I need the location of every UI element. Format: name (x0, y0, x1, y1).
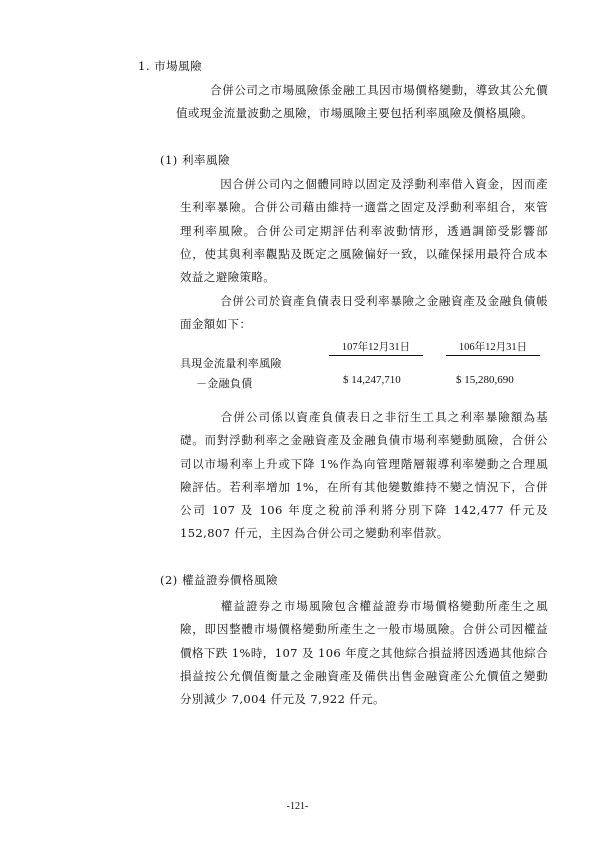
table-row-label: －金融負債 (196, 377, 253, 390)
equity-price-text: 權益證券之市場風險包含權益證券市場價格變動所產生之風險，即因整體市場價格變動所產生之一般市場風險。合併公司因權益價格下跌 1%時，107 及 106 年度之其他綜合損益將因透過其他綜合損益按公允價值衡量之金融資產及備供出售金融資產公允價值之變動分別減少 7,004 仟元及 7,922 仟元。 (180, 599, 548, 707)
intro-paragraph (176, 79, 548, 126)
equity-price-paragraph (180, 595, 548, 711)
sensitivity-paragraph (180, 406, 548, 546)
equity-price-heading: (2) 權益證券價格風險 (160, 573, 278, 587)
page-number: -121- (286, 801, 309, 812)
table-value-2017: $ 15,280,690 (456, 374, 514, 386)
intro-text: 合併公司之市場風險係金融工具因市場價格變動，導致其公允價值或現金流量波動之風險，市場風險主要包括利率風險及價格風險。 (176, 83, 548, 121)
interest-rate-heading: (1) 利率風險 (160, 153, 230, 167)
table-column-2017: 106年12月31日 (446, 339, 540, 356)
interest-rate-paragraph (180, 173, 548, 289)
table-column-2018: 107年12月31日 (329, 339, 423, 356)
table-intro-paragraph (180, 290, 548, 337)
table-intro-text: 合併公司於資產負債表日受利率暴險之金融資產及金融負債帳面金額如下： (180, 294, 548, 332)
interest-rate-text: 因合併公司內之個體同時以固定及浮動利率借入資金，因而產生利率暴險。合併公司藉由維持一適當之固定及浮動利率組合，來管理利率風險。合併公司定期評估利率波動情形，透過調節受影響部位，使其與利率觀點及既定之風險偏好一致，以確保採用最符合成本效益之避險策略。 (180, 177, 548, 285)
table-row-group-label: 具現金流量利率風險 (180, 357, 282, 370)
sensitivity-text: 合併公司係以資產負債表日之非衍生工具之利率暴險額為基礎。而對浮動利率之金融資產及金融負債市場利率變動風險，合併公司以市場利率上升或下降 1%作為向管理階層報導利率變動之合理風險評估。若利率增加 1%，在所有其他變數維持不變之情況下，合併公司 107 及 106 年度之稅前淨利將分別下降 142,477 仟元及 152,807 仟元，主因為合併公司之變動利率借款。 (180, 410, 548, 541)
section-heading: 1. 市場風險 (138, 59, 203, 73)
table-value-2018: $ 14,247,710 (343, 374, 401, 386)
